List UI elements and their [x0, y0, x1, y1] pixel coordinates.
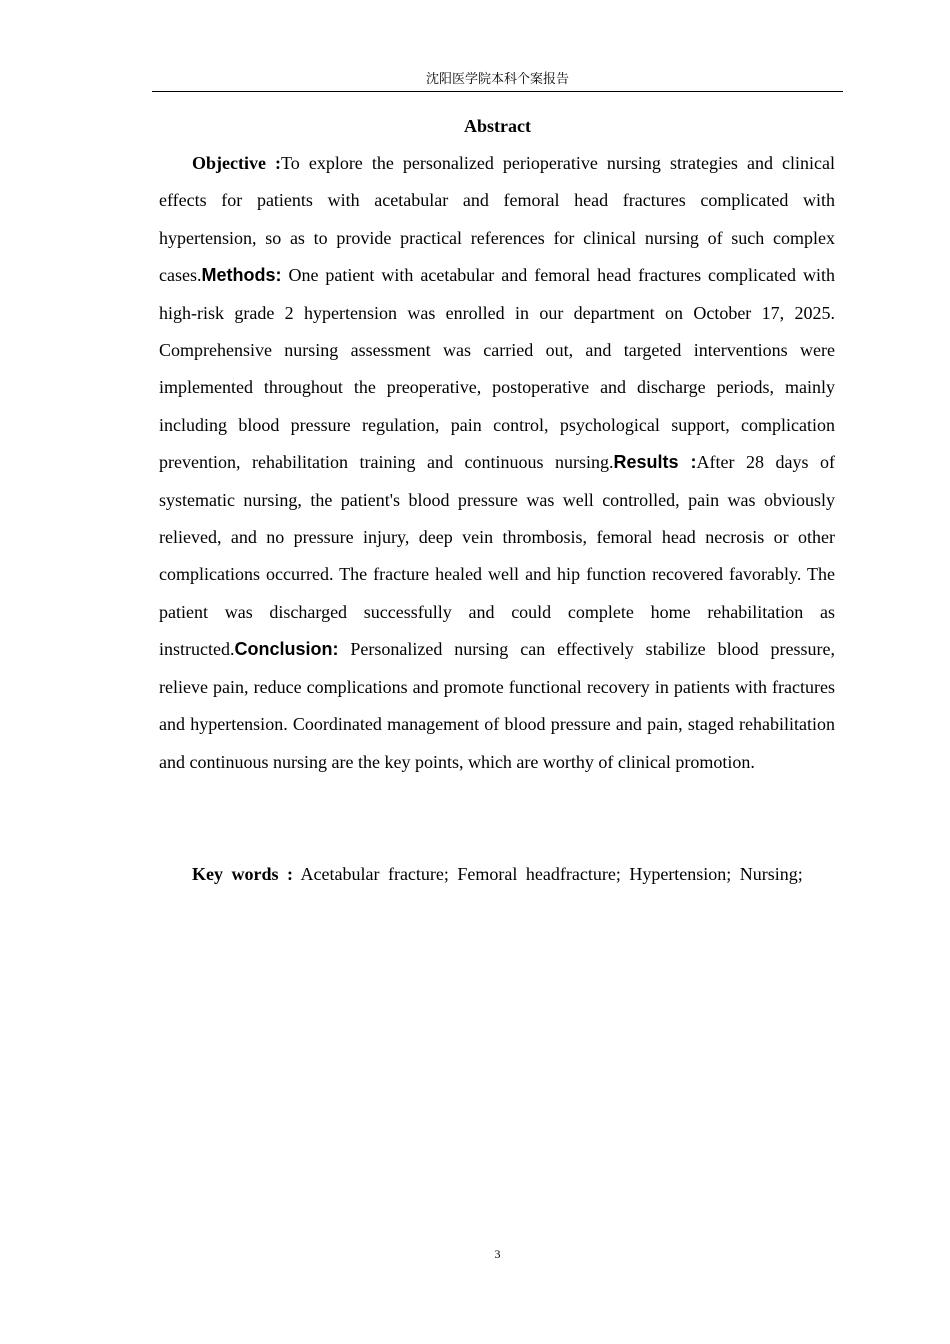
keywords-label: Key words :	[192, 864, 293, 884]
header-divider	[152, 91, 843, 92]
conclusion-label: Conclusion:	[234, 639, 339, 660]
objective-text: To explore the personalized perioperative nursing strategies and clinical effects for patients with acetabular and femoral head fractures complicated with hypertension, so as to provide practical references for clinical nursing of such complex cases.	[159, 153, 836, 286]
page-header: 沈阳医学院本科个案报告	[425, 72, 569, 87]
abstract-title: Abstract	[464, 116, 531, 136]
methods-label: Methods:	[201, 265, 282, 286]
results-label: Results :	[613, 452, 697, 473]
keywords-paragraph	[159, 856, 835, 893]
results-text: After 28 days of systematic nursing, the patient's blood pressure was well controlled, pain was obviously relieved, and no pressure injury, deep vein thrombosis, femoral head necrosis or other complications occurred. The fracture healed well and hip function recovered favorably. The patient was discharged successfully and could complete home rehabilitation as instructed.	[159, 452, 835, 660]
keywords-text: Acetabular fracture; Femoral headfracture; Hypertension; Nursing;	[293, 864, 803, 884]
abstract-body	[159, 145, 835, 781]
page-number: 3	[494, 1247, 501, 1261]
methods-text: One patient with acetabular and femoral head fractures complicated with high-risk grade 2 hypertension was enrolled in our department on October 17, 2025. Comprehensive nursing assessment was carried out, and targeted interventions were implemented throughout the preoperative, postoperative and discharge periods, mainly including blood pressure regulation, pain control, psychological support, complication prevention, rehabilitation training and continuous nursing.	[159, 265, 835, 473]
conclusion-text: Personalized nursing can effectively stabilize blood pressure, relieve pain, reduce complications and promote functional recovery in patients with fractures and hypertension. Coordinated management of blood pressure and pain, staged rehabilitation and continuous nursing are the key points, which are worthy of clinical promotion.	[159, 639, 835, 772]
objective-label: Objective :	[192, 153, 282, 173]
